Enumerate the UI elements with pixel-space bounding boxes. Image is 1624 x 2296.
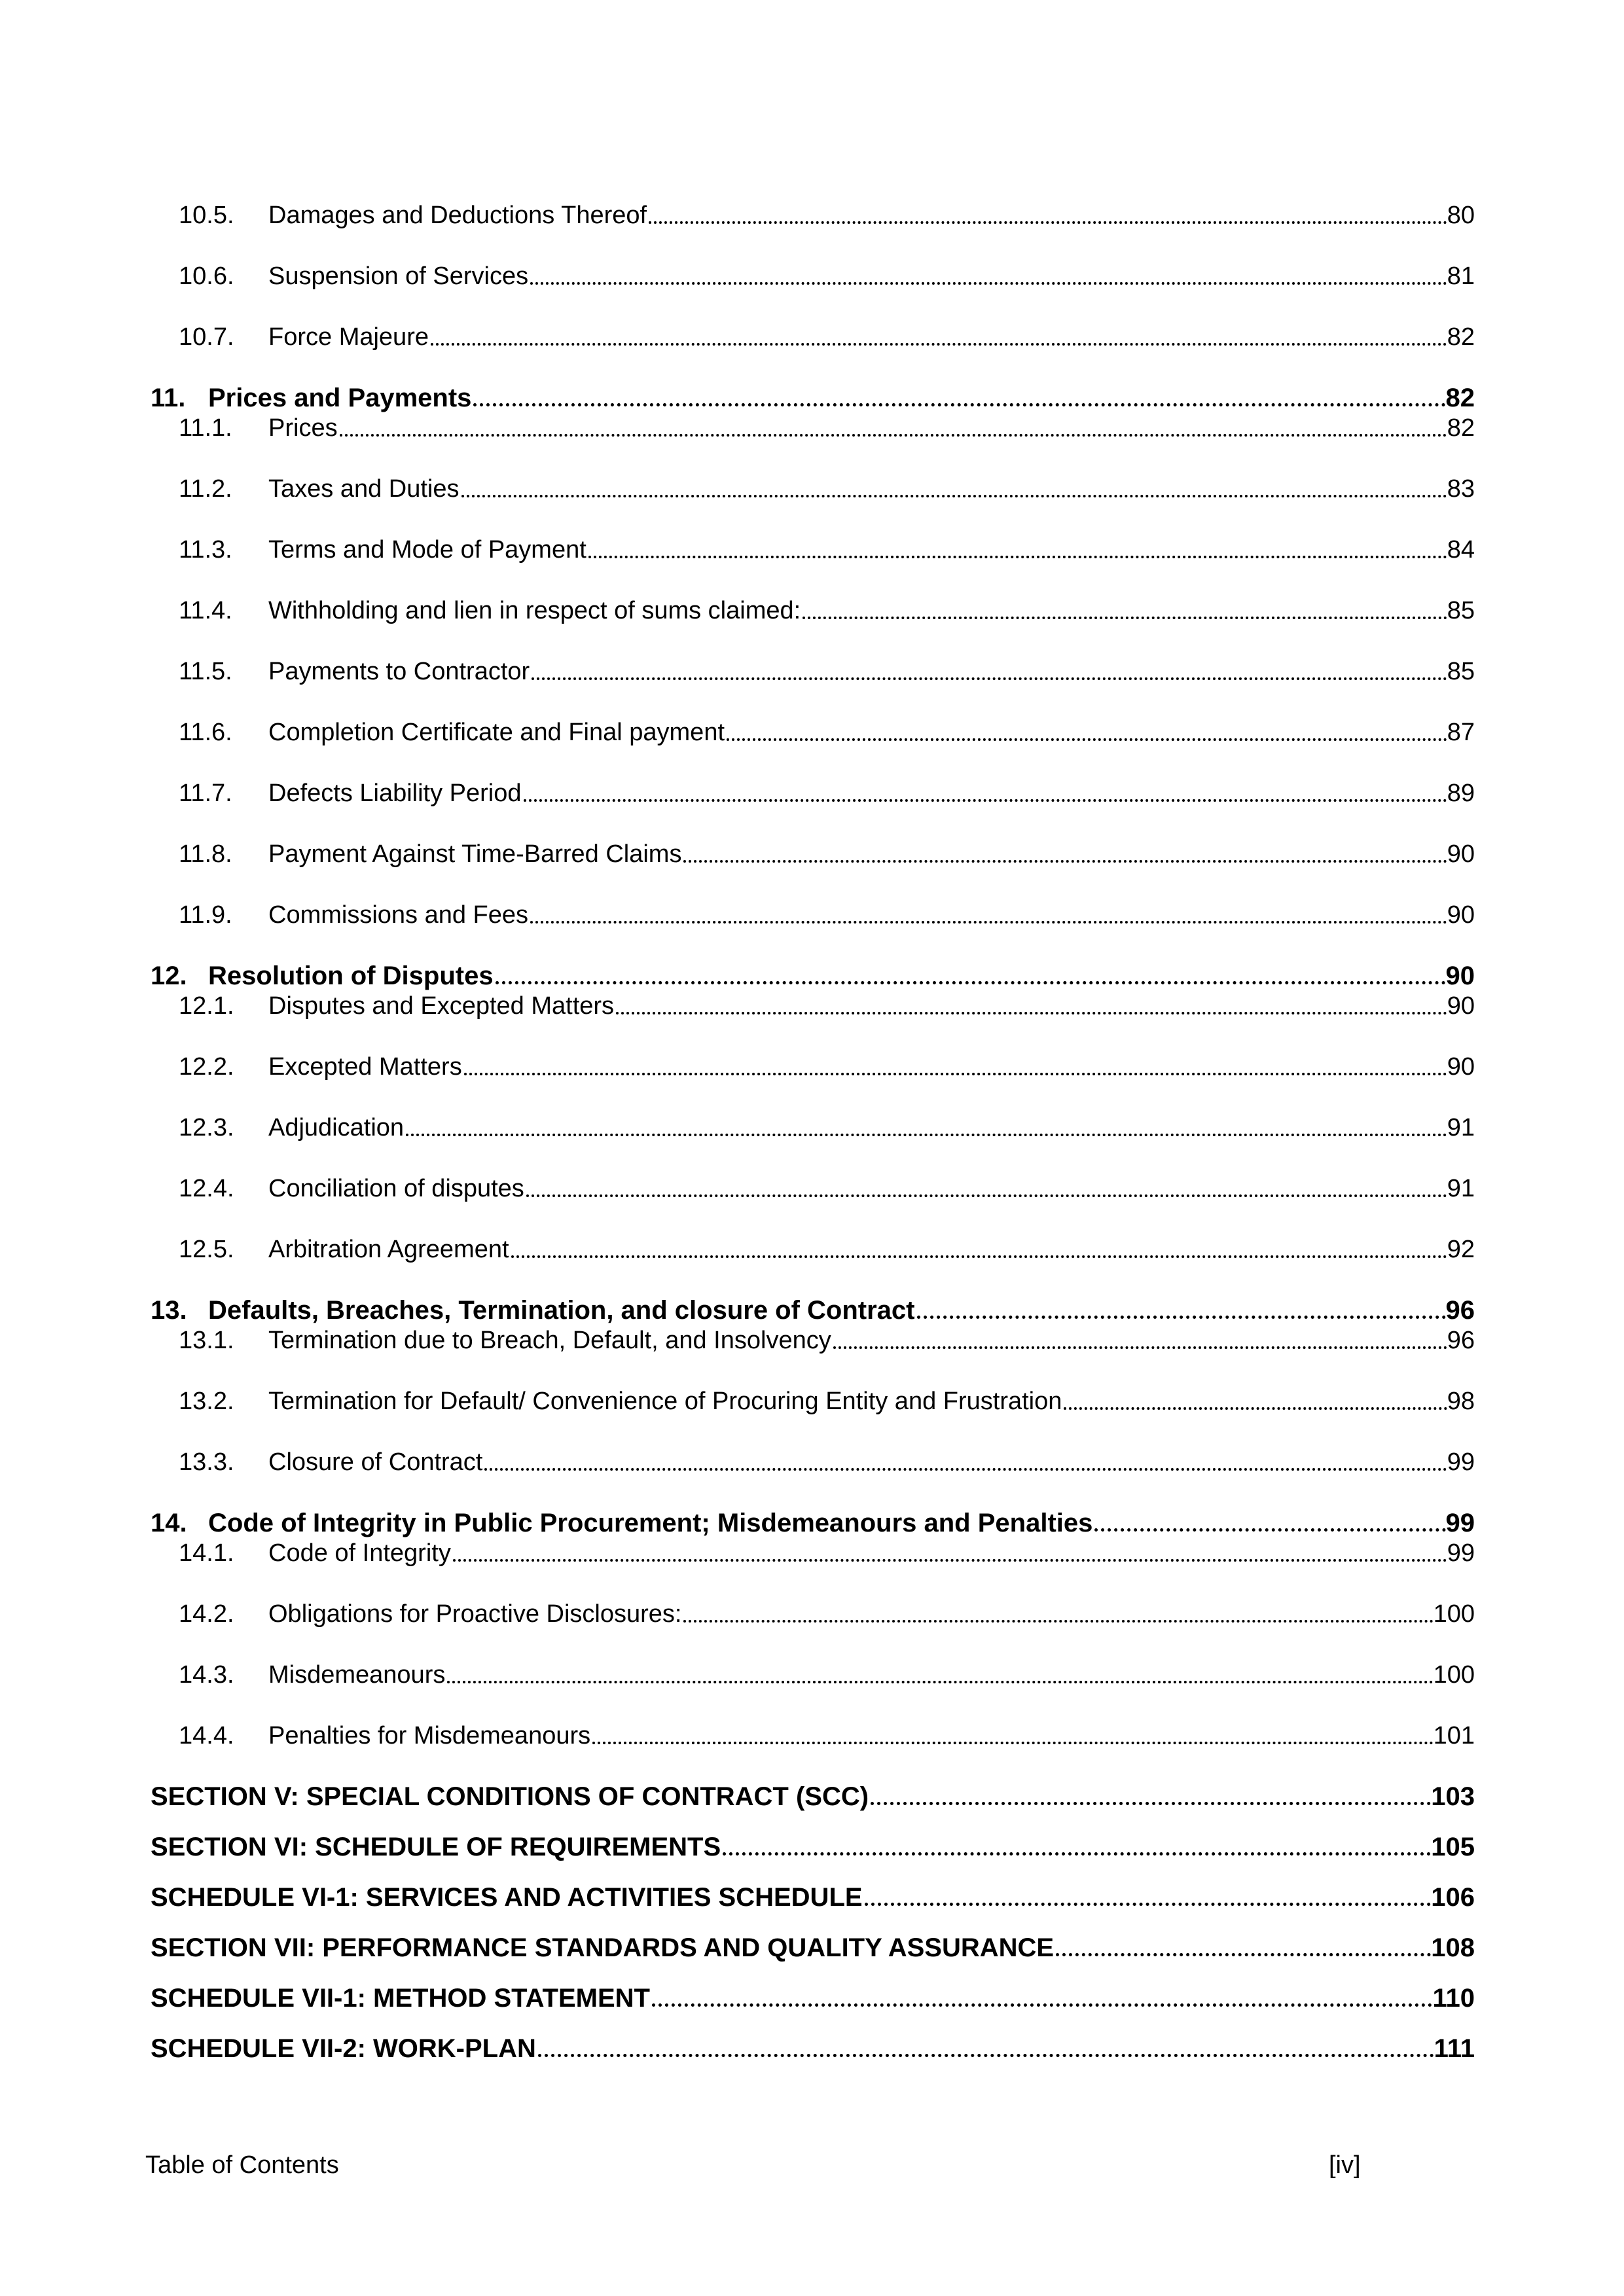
toc-entry-title: Completion Certificate and Final payment <box>268 719 725 746</box>
toc-entry[interactable] <box>151 963 1475 989</box>
toc-entry[interactable] <box>179 658 1475 685</box>
toc-entry-number: 12.1. <box>179 992 234 1020</box>
toc-entry-title: Code of Integrity in Public Procurement; Misdemeanours and Penalties <box>208 1509 1093 1537</box>
toc-entry-page: 85 <box>1447 597 1475 624</box>
toc-leader-dots <box>464 1073 1447 1075</box>
toc-entry[interactable] <box>151 1510 1475 1536</box>
toc-entry-title: Defects Liability Period <box>268 780 522 807</box>
toc-entry-number: 13. <box>151 1296 187 1325</box>
toc-entry[interactable] <box>179 202 1475 228</box>
toc-entry-title: SCHEDULE VII-1: METHOD STATEMENT <box>151 1984 650 2013</box>
toc-entry-page: 99 <box>1447 1539 1475 1567</box>
toc-entry-page: 83 <box>1447 475 1475 503</box>
toc-entry-title: Suspension of Services <box>268 262 529 290</box>
toc-entry-number: 11. <box>151 384 186 412</box>
toc-entry-number: 11.3. <box>179 536 232 564</box>
toc-entry[interactable] <box>179 324 1475 350</box>
toc-leader-dots <box>496 981 1446 984</box>
toc-leader-dots <box>532 677 1447 680</box>
toc-entry-number: 13.1. <box>179 1327 234 1354</box>
toc-entry-number: 12.4. <box>179 1175 234 1202</box>
toc-entry[interactable] <box>179 598 1475 624</box>
toc-leader-dots <box>461 495 1447 497</box>
toc-entry[interactable] <box>179 1327 1475 1354</box>
toc-entry[interactable] <box>151 1297 1475 1323</box>
toc-entry-page: 89 <box>1447 780 1475 807</box>
toc-entry[interactable] <box>179 1662 1475 1688</box>
toc-entry-title: SCHEDULE VII-2: WORK-PLAN <box>151 2034 536 2063</box>
toc-leader-dots <box>588 556 1447 558</box>
toc-entry[interactable] <box>179 719 1475 745</box>
toc-entry[interactable] <box>179 263 1475 289</box>
toc-leader-dots <box>530 282 1447 285</box>
toc-entry-number: 12. <box>151 961 187 990</box>
toc-leader-dots <box>683 860 1447 863</box>
toc-entry[interactable] <box>151 2036 1475 2062</box>
toc-entry[interactable] <box>151 1834 1475 1860</box>
toc-entry-number: 14.1. <box>179 1539 234 1567</box>
toc-entry-title: Arbitration Agreement <box>268 1236 509 1263</box>
toc-leader-dots <box>1094 1528 1445 1532</box>
toc-entry-title: Defaults, Breaches, Termination, and closure of Contract <box>208 1296 915 1325</box>
toc-entry-page: 90 <box>1447 992 1475 1020</box>
toc-leader-dots <box>723 1852 1431 1856</box>
toc-entry-title: Payments to Contractor <box>268 658 530 685</box>
toc-entry[interactable] <box>179 1723 1475 1749</box>
toc-entry-title: Adjudication <box>268 1114 405 1141</box>
toc-leader-dots <box>511 1255 1447 1258</box>
toc-leader-dots <box>1056 1953 1431 1956</box>
toc-entry-page: 96 <box>1445 1296 1475 1325</box>
toc-entry[interactable] <box>179 1601 1475 1627</box>
toc-entry-page: 111 <box>1434 2034 1475 2063</box>
toc-entry-title: Closure of Contract <box>268 1448 483 1476</box>
toc-entry-page: 81 <box>1447 262 1475 290</box>
toc-entry-number: 11.2. <box>179 475 232 503</box>
toc-entry-title: Termination due to Breach, Default, and Insolvency <box>268 1327 831 1354</box>
toc-entry-title: Obligations for Proactive Disclosures: <box>268 1600 682 1628</box>
toc-entry-page: 106 <box>1431 1883 1475 1912</box>
toc-entry-page: 90 <box>1447 901 1475 929</box>
toc-leader-dots <box>524 799 1447 802</box>
toc-entry-page: 105 <box>1431 1833 1475 1861</box>
toc-entry[interactable] <box>179 1115 1475 1141</box>
toc-entry[interactable] <box>151 1935 1475 1961</box>
toc-leader-dots <box>530 921 1447 924</box>
toc-entry[interactable] <box>179 537 1475 563</box>
footer-section-label: Table of Contents <box>145 2151 339 2179</box>
toc-entry-page: 90 <box>1445 961 1475 990</box>
toc-leader-dots <box>649 221 1447 224</box>
toc-entry-number: 11.8. <box>179 840 232 868</box>
toc-entry-title: Conciliation of disputes <box>268 1175 524 1202</box>
toc-leader-dots <box>538 2054 1434 2057</box>
toc-entry-page: 96 <box>1447 1327 1475 1354</box>
toc-entry-number: 14.2. <box>179 1600 234 1628</box>
toc-entry-number: 10.5. <box>179 202 234 229</box>
toc-entry-page: 100 <box>1433 1661 1475 1689</box>
toc-entry-page: 90 <box>1447 840 1475 868</box>
toc-entry[interactable] <box>179 1540 1475 1566</box>
toc-entry-page: 82 <box>1447 323 1475 351</box>
toc-entry-number: 11.6. <box>179 719 232 746</box>
toc-entry-page: 101 <box>1433 1722 1475 1749</box>
toc-leader-dots <box>526 1194 1447 1197</box>
toc-leader-dots <box>484 1468 1447 1471</box>
toc-entry-title: Termination for Default/ Convenience of Procuring Entity and Frustration <box>268 1388 1062 1415</box>
table-of-contents <box>151 202 1475 2086</box>
toc-entry[interactable] <box>179 1236 1475 1263</box>
toc-entry-title: Prices and Payments <box>208 384 472 412</box>
toc-entry-page: 100 <box>1433 1600 1475 1628</box>
toc-entry[interactable] <box>179 902 1475 928</box>
toc-entry-title: SECTION VII: PERFORMANCE STANDARDS AND QUALITY ASSURANCE <box>151 1933 1055 1962</box>
toc-entry-title: Prices <box>268 414 338 442</box>
toc-entry-page: 80 <box>1447 202 1475 229</box>
toc-entry-number: 12.5. <box>179 1236 234 1263</box>
toc-leader-dots <box>616 1012 1447 1014</box>
toc-entry[interactable] <box>179 841 1475 867</box>
toc-leader-dots <box>727 738 1447 741</box>
toc-entry-number: 11.5. <box>179 658 232 685</box>
toc-entry-title: Penalties for Misdemeanours <box>268 1722 591 1749</box>
toc-entry-page: 108 <box>1431 1933 1475 1962</box>
toc-entry[interactable] <box>151 1784 1475 1810</box>
toc-leader-dots <box>592 1742 1433 1744</box>
toc-entry-page: 82 <box>1447 414 1475 442</box>
toc-entry-page: 82 <box>1445 384 1475 412</box>
toc-entry-title: Disputes and Excepted Matters <box>268 992 615 1020</box>
toc-entry-number: 11.7. <box>179 780 232 807</box>
toc-entry-number: 11.1. <box>179 414 232 442</box>
toc-entry[interactable] <box>151 1985 1475 2011</box>
toc-entry[interactable] <box>151 385 1475 411</box>
toc-entry-title: Terms and Mode of Payment <box>268 536 586 564</box>
toc-leader-dots <box>833 1346 1447 1349</box>
toc-entry[interactable] <box>179 1054 1475 1080</box>
toc-entry-page: 99 <box>1445 1509 1475 1537</box>
toc-entry-title: Excepted Matters <box>268 1053 462 1081</box>
toc-entry-page: 91 <box>1447 1175 1475 1202</box>
toc-entry-number: 13.3. <box>179 1448 234 1476</box>
toc-entry-title: Damages and Deductions Thereof <box>268 202 647 229</box>
toc-leader-dots <box>683 1620 1433 1623</box>
toc-entry-title: SECTION VI: SCHEDULE OF REQUIREMENTS <box>151 1833 721 1861</box>
toc-entry-title: SCHEDULE VI-1: SERVICES AND ACTIVITIES SCHEDULE <box>151 1883 863 1912</box>
toc-entry-title: Force Majeure <box>268 323 429 351</box>
toc-entry-title: Payment Against Time-Barred Claims <box>268 840 682 868</box>
toc-entry-page: 85 <box>1447 658 1475 685</box>
toc-entry-title: Misdemeanours <box>268 1661 446 1689</box>
toc-entry-number: 11.9. <box>179 901 232 929</box>
toc-leader-dots <box>871 1802 1431 1805</box>
toc-leader-dots <box>431 343 1447 346</box>
toc-entry-page: 87 <box>1447 719 1475 746</box>
toc-entry-number: 12.3. <box>179 1114 234 1141</box>
toc-leader-dots <box>453 1559 1447 1562</box>
toc-entry-number: 10.6. <box>179 262 234 290</box>
toc-leader-dots <box>473 403 1445 406</box>
toc-leader-dots <box>1064 1407 1447 1410</box>
toc-entry-page: 110 <box>1432 1984 1475 2013</box>
toc-entry[interactable] <box>179 1388 1475 1414</box>
toc-entry-page: 90 <box>1447 1053 1475 1081</box>
toc-entry-page: 92 <box>1447 1236 1475 1263</box>
toc-leader-dots <box>917 1316 1446 1319</box>
toc-entry-title: Commissions and Fees <box>268 901 529 929</box>
toc-entry-page: 84 <box>1447 536 1475 564</box>
toc-entry[interactable] <box>179 993 1475 1019</box>
toc-entry-title: Taxes and Duties <box>268 475 460 503</box>
toc-entry-page: 103 <box>1431 1782 1475 1811</box>
toc-leader-dots <box>865 1903 1432 1906</box>
toc-entry[interactable] <box>179 415 1475 441</box>
toc-entry-title: Resolution of Disputes <box>208 961 494 990</box>
toc-leader-dots <box>652 2003 1433 2007</box>
footer-page-number: [iv] <box>1329 2151 1361 2179</box>
toc-leader-dots <box>406 1134 1447 1136</box>
toc-leader-dots <box>803 617 1447 619</box>
toc-entry-number: 10.7. <box>179 323 234 351</box>
toc-entry-page: 99 <box>1447 1448 1475 1476</box>
toc-entry-number: 11.4. <box>179 597 232 624</box>
toc-entry-page: 98 <box>1447 1388 1475 1415</box>
toc-entry-title: SECTION V: SPECIAL CONDITIONS OF CONTRACT (SCC) <box>151 1782 869 1811</box>
toc-entry[interactable] <box>151 1884 1475 1910</box>
toc-entry[interactable] <box>179 1175 1475 1202</box>
toc-entry-page: 91 <box>1447 1114 1475 1141</box>
toc-entry-number: 14.4. <box>179 1722 234 1749</box>
toc-entry-number: 13.2. <box>179 1388 234 1415</box>
toc-leader-dots <box>447 1681 1433 1683</box>
toc-entry[interactable] <box>179 780 1475 806</box>
toc-entry-number: 12.2. <box>179 1053 234 1081</box>
toc-entry-number: 14. <box>151 1509 187 1537</box>
toc-entry[interactable] <box>179 476 1475 502</box>
toc-entry-number: 14.3. <box>179 1661 234 1689</box>
toc-entry[interactable] <box>179 1449 1475 1475</box>
toc-entry-title: Code of Integrity <box>268 1539 451 1567</box>
toc-leader-dots <box>340 434 1447 437</box>
toc-entry-title: Withholding and lien in respect of sums claimed: <box>268 597 801 624</box>
